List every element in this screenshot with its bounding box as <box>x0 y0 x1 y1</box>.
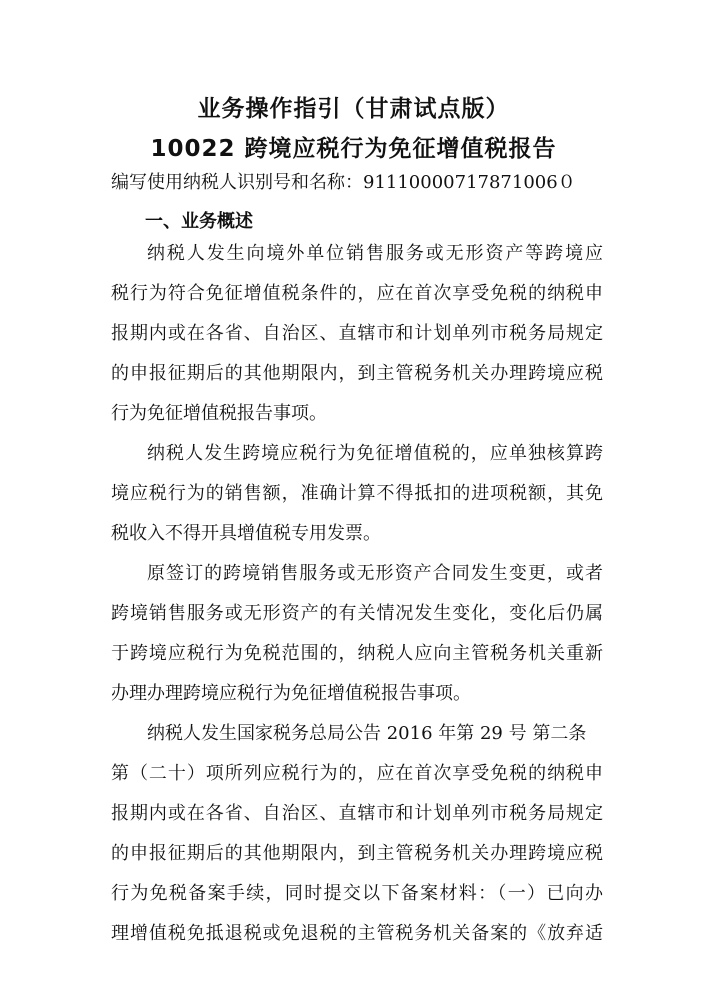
document-subtitle: 10022 跨境应税行为免征增值税报告 <box>150 136 557 162</box>
paragraph-2-line-3: 税收入不得开具增值税专用发票。 <box>111 523 381 544</box>
document-title: 业务操作指引（甘肃试点版） <box>197 96 510 122</box>
paragraph-4-line-6: 理增值税免抵退税或免退税的主管税务机关备案的《放弃适 <box>111 923 603 944</box>
paragraph-4-line-3: 报期内或在各省、自治区、直辖市和计划单列市税务局规定 <box>111 803 603 824</box>
paragraph-1-line-2: 税行为符合免征增值税条件的，应在首次享受免税的纳税申 <box>111 283 603 304</box>
paragraph-3-line-2: 跨境销售服务或无形资产的有关情况发生变化，变化后仍属 <box>111 603 603 624</box>
paragraph-1-line-4: 的申报征期后的其他期限内，到主管税务机关办理跨境应税 <box>111 363 603 384</box>
paragraph-4-line-2: 第（二十）项所列应税行为的，应在首次享受免税的纳税申 <box>111 763 603 784</box>
paragraph-4-line-4: 的申报征期后的其他期限内，到主管税务机关办理跨境应税 <box>111 843 603 864</box>
paragraph-2-line-2: 境应税行为的销售额，准确计算不得抵扣的进项税额，其免 <box>111 483 603 504</box>
taxpayer-id-line: 编写使用纳税人识别号和名称：91110000717871006０ <box>111 172 576 193</box>
paragraph-1-line-5: 行为免征增值税报告事项。 <box>111 403 327 424</box>
paragraph-3-line-3: 于跨境应税行为免税范围的，纳税人应向主管税务机关重新 <box>111 643 603 664</box>
paragraph-4-line-5: 行为免税备案手续，同时提交以下备案材料：（一）已向办 <box>111 883 603 904</box>
section-heading-overview: 一、业务概述 <box>145 211 253 232</box>
paragraph-1-line-3: 报期内或在各省、自治区、直辖市和计划单列市税务局规定 <box>111 323 603 344</box>
paragraph-4-line-1: 纳税人发生国家税务总局公告 2016 年第 29 号 第二条 <box>147 723 587 744</box>
paragraph-1-line-1: 纳税人发生向境外单位销售服务或无形资产等跨境应 <box>147 243 603 264</box>
paragraph-3-line-1: 原签订的跨境销售服务或无形资产合同发生变更，或者 <box>147 563 603 584</box>
paragraph-3-line-4: 办理办理跨境应税行为免征增值税报告事项。 <box>111 683 471 704</box>
paragraph-2-line-1: 纳税人发生跨境应税行为免征增值税的，应单独核算跨 <box>147 443 603 464</box>
